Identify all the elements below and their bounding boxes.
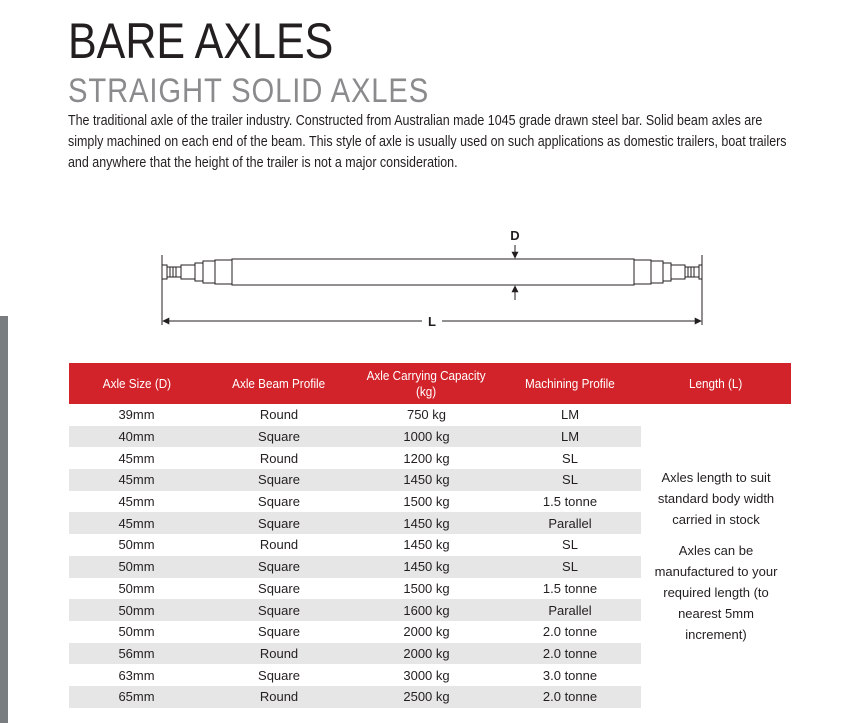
cell-beam-profile: Round	[259, 407, 299, 423]
cell-axle-size: 50mm	[118, 580, 155, 596]
cell-axle-size: 50mm	[69, 556, 204, 578]
cell-machining: 2.0 tonne	[499, 686, 641, 708]
cell-machining: 1.5 tonne	[542, 580, 598, 596]
cell-axle-size: 45mm	[69, 512, 204, 534]
table-header-row	[69, 363, 791, 404]
cell-axle-size: 39mm	[118, 407, 155, 423]
cell-capacity: 2000 kg	[354, 643, 499, 665]
cell-capacity: 2000 kg	[403, 624, 450, 640]
cell-axle-size: 50mm	[118, 624, 155, 640]
cell-beam-profile: Square	[258, 494, 300, 510]
cell-axle-size: 65mm	[69, 686, 204, 708]
cell-beam-profile: Round	[204, 686, 354, 708]
header-axle-size: Axle Size (D)	[69, 363, 204, 404]
header-machining-profile: Machining Profile	[499, 363, 641, 404]
cell-capacity: 1500 kg	[403, 580, 450, 596]
cell-capacity: 1200 kg	[403, 450, 450, 466]
cell-capacity: 1450 kg	[354, 469, 499, 491]
intro-paragraph: The traditional axle of the trailer industry. Constructed from Australian made 1045 grade drawn steel bar. Solid beam axles are simply machined on each end of the beam. This style of axle is usually used on such applications as domestic trailers, boat trailers and anywhere that the height of the trailer is not a major consideration.	[68, 113, 787, 171]
cell-beam-profile: Square	[204, 556, 354, 578]
header-beam-profile: Axle Beam Profile	[204, 363, 354, 404]
cell-machining: Parallel	[499, 512, 641, 534]
cell-beam-profile: Round	[259, 450, 299, 466]
cell-machining: 2.0 tonne	[542, 624, 598, 640]
table-row	[69, 404, 791, 426]
header-length: Length (L)	[641, 363, 791, 404]
cell-axle-size: 45mm	[118, 450, 155, 466]
cell-machining: LM	[560, 407, 580, 423]
page-title: BARE AXLES	[68, 13, 334, 69]
cell-axle-size: 50mm	[69, 599, 204, 621]
cell-capacity: 1450 kg	[403, 537, 450, 553]
cell-axle-size: 50mm	[118, 537, 155, 553]
cell-beam-profile: Square	[258, 580, 300, 596]
header-carrying-capacity: Axle Carrying Capacity (kg)	[354, 363, 499, 404]
axle-diagram	[150, 225, 715, 335]
cell-capacity: 3000 kg	[403, 667, 450, 683]
cell-axle-size: 56mm	[69, 643, 204, 665]
cell-machining: 2.0 tonne	[499, 643, 641, 665]
cell-beam-profile: Square	[258, 624, 300, 640]
cell-axle-size: 63mm	[118, 667, 155, 683]
cell-beam-profile: Square	[258, 667, 300, 683]
cell-capacity: 2500 kg	[354, 686, 499, 708]
cell-machining: SL	[499, 556, 641, 578]
cell-machining: SL	[562, 450, 578, 466]
cell-beam-profile: Square	[204, 512, 354, 534]
cell-machining: Parallel	[499, 599, 641, 621]
cell-capacity: 750 kg	[406, 407, 447, 423]
cell-capacity: 1450 kg	[354, 512, 499, 534]
cell-machining: SL	[562, 537, 578, 553]
cell-capacity: 1450 kg	[354, 556, 499, 578]
length-note-custom: Axles can be manufactured to your required length (to nearest 5mm increment)	[654, 542, 778, 642]
cell-axle-size: 40mm	[69, 426, 204, 448]
cell-beam-profile: Round	[204, 643, 354, 665]
length-note-stock: Axles length to suit standard body width carried in stock	[657, 469, 775, 527]
cell-machining: 1.5 tonne	[542, 494, 598, 510]
diameter-label: D	[510, 228, 520, 243]
cell-machining: LM	[499, 426, 641, 448]
cell-axle-size: 45mm	[69, 469, 204, 491]
length-note-cell	[641, 404, 791, 708]
page-subtitle: STRAIGHT SOLID AXLES	[68, 72, 430, 110]
cell-machining: 3.0 tonne	[542, 667, 598, 683]
cell-axle-size: 45mm	[118, 494, 155, 510]
table-body	[69, 404, 791, 708]
length-label: L	[428, 314, 436, 329]
axle-spec-table	[69, 363, 791, 708]
cell-capacity: 1600 kg	[354, 599, 499, 621]
cell-capacity: 1000 kg	[354, 426, 499, 448]
cell-beam-profile: Square	[204, 426, 354, 448]
cell-capacity: 1500 kg	[403, 494, 450, 510]
cell-machining: SL	[499, 469, 641, 491]
cell-beam-profile: Square	[204, 599, 354, 621]
cell-beam-profile: Round	[259, 537, 299, 553]
page-edge-bar	[0, 316, 8, 723]
cell-beam-profile: Square	[204, 469, 354, 491]
